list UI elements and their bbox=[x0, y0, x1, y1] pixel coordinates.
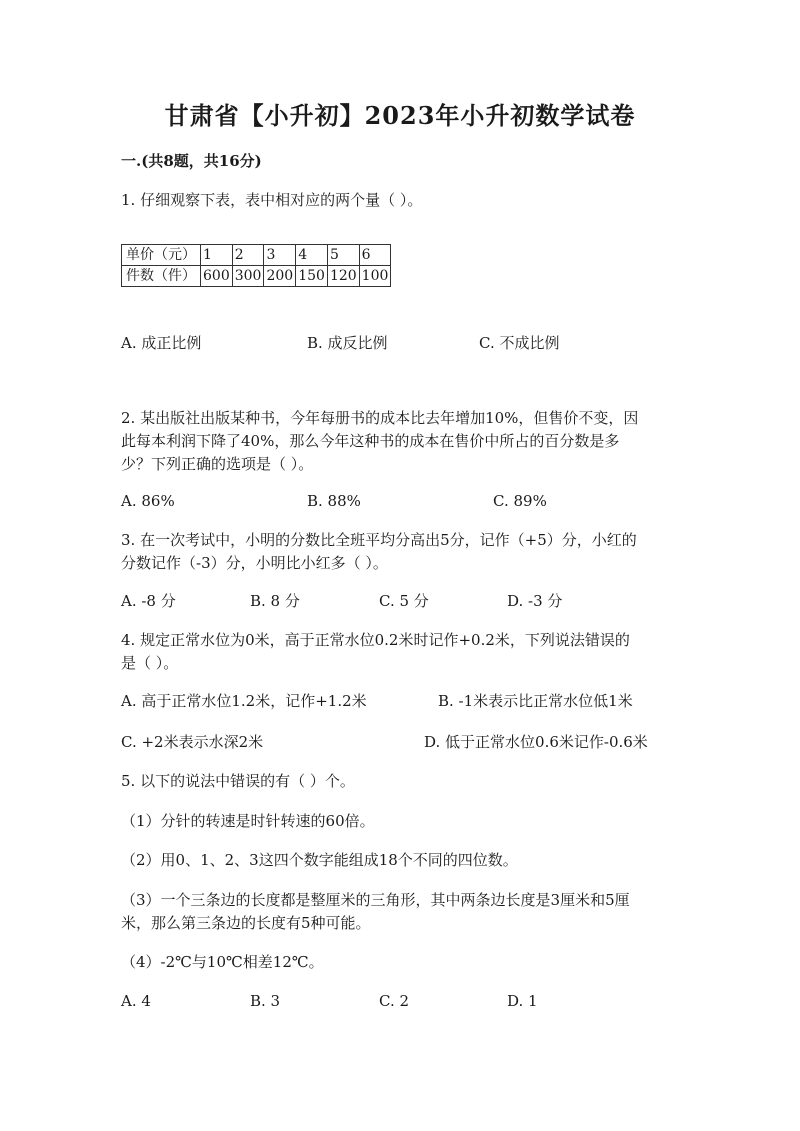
table-cell: 4 bbox=[296, 245, 328, 266]
question-4-option-a[interactable]: A. 高于正常水位1.2米，记作+1.2米 bbox=[121, 692, 367, 710]
question-2-line-1: 2. 某出版社出版某种书，今年每册书的成本比去年增加10%，但售价不变，因 bbox=[121, 409, 639, 427]
question-3-option-c[interactable]: C. 5 分 bbox=[379, 592, 429, 610]
question-2-line-3: 少？下列正确的选项是（ ）。 bbox=[121, 455, 314, 473]
table-cell: 2 bbox=[232, 245, 264, 266]
exam-title: 甘肃省【小升初】2023年小升初数学试卷 bbox=[164, 101, 636, 130]
table-cell: 200 bbox=[264, 266, 296, 287]
question-5-item-4: （4）-2℃与10℃相差12℃。 bbox=[121, 953, 324, 971]
question-5-option-b[interactable]: B. 3 bbox=[250, 992, 281, 1010]
question-3-option-d[interactable]: D. -3 分 bbox=[507, 592, 563, 610]
table-cell: 300 bbox=[232, 266, 264, 287]
table-cell: 6 bbox=[359, 245, 391, 266]
table-cell: 100 bbox=[359, 266, 391, 287]
question-1-table bbox=[121, 244, 391, 287]
table-cell: 3 bbox=[264, 245, 296, 266]
table-cell: 1 bbox=[201, 245, 233, 266]
table-cell: 5 bbox=[327, 245, 359, 266]
question-5-item-3-line-1: （3）一个三条边的长度都是整厘米的三角形，其中两条边长度是3厘米和5厘 bbox=[121, 891, 630, 909]
table-cell: 600 bbox=[201, 266, 233, 287]
question-2-option-b[interactable]: B. 88% bbox=[307, 492, 361, 510]
table-cell: 件数（件） bbox=[122, 266, 201, 287]
question-5-option-c[interactable]: C. 2 bbox=[379, 992, 410, 1010]
table-cell: 150 bbox=[296, 266, 328, 287]
question-2-option-a[interactable]: A. 86% bbox=[121, 492, 175, 510]
table-row bbox=[122, 245, 391, 266]
question-2-option-c[interactable]: C. 89% bbox=[493, 492, 547, 510]
question-1-option-a[interactable]: A. 成正比例 bbox=[121, 334, 202, 352]
question-4-option-c[interactable]: C. +2米表示水深2米 bbox=[121, 733, 264, 751]
table-cell: 单价（元） bbox=[122, 245, 201, 266]
table-cell: 120 bbox=[327, 266, 359, 287]
question-5-item-1: （1）分针的转速是时针转速的60倍。 bbox=[121, 812, 375, 830]
question-3-option-b[interactable]: B. 8 分 bbox=[250, 592, 300, 610]
question-5-option-a[interactable]: A. 4 bbox=[121, 992, 151, 1010]
question-2-line-2: 此每本利润下降了40%，那么今年这种书的成本在售价中所占的百分数是多 bbox=[121, 432, 620, 450]
question-1-option-b[interactable]: B. 成反比例 bbox=[307, 334, 388, 352]
question-5-item-2: （2）用0、1、2、3这四个数字能组成18个不同的四位数。 bbox=[121, 851, 518, 869]
question-4-line-2: 是（ ）。 bbox=[121, 654, 179, 672]
question-3-line-2: 分数记作（-3）分，小明比小红多（ ）。 bbox=[121, 554, 388, 572]
section-heading: 一.(共8题，共16分) bbox=[121, 152, 262, 170]
question-3-line-1: 3. 在一次考试中，小明的分数比全班平均分高出5分，记作（+5）分，小红的 bbox=[121, 531, 637, 549]
question-3-option-a[interactable]: A. -8 分 bbox=[121, 592, 176, 610]
question-5-option-d[interactable]: D. 1 bbox=[507, 992, 538, 1010]
question-4-option-d[interactable]: D. 低于正常水位0.6米记作-0.6米 bbox=[424, 733, 648, 751]
question-4-option-b[interactable]: B. -1米表示比正常水位低1米 bbox=[438, 692, 633, 710]
question-1-text: 1. 仔细观察下表，表中相对应的两个量（ ）。 bbox=[121, 191, 423, 209]
table-row bbox=[122, 266, 391, 287]
question-1-option-c[interactable]: C. 不成比例 bbox=[479, 334, 560, 352]
question-4-line-1: 4. 规定正常水位为0米，高于正常水位0.2米时记作+0.2米，下列说法错误的 bbox=[121, 631, 630, 649]
question-5-text: 5. 以下的说法中错误的有（ ）个。 bbox=[121, 772, 355, 790]
question-5-item-3-line-2: 米，那么第三条边的长度有5种可能。 bbox=[121, 914, 371, 932]
